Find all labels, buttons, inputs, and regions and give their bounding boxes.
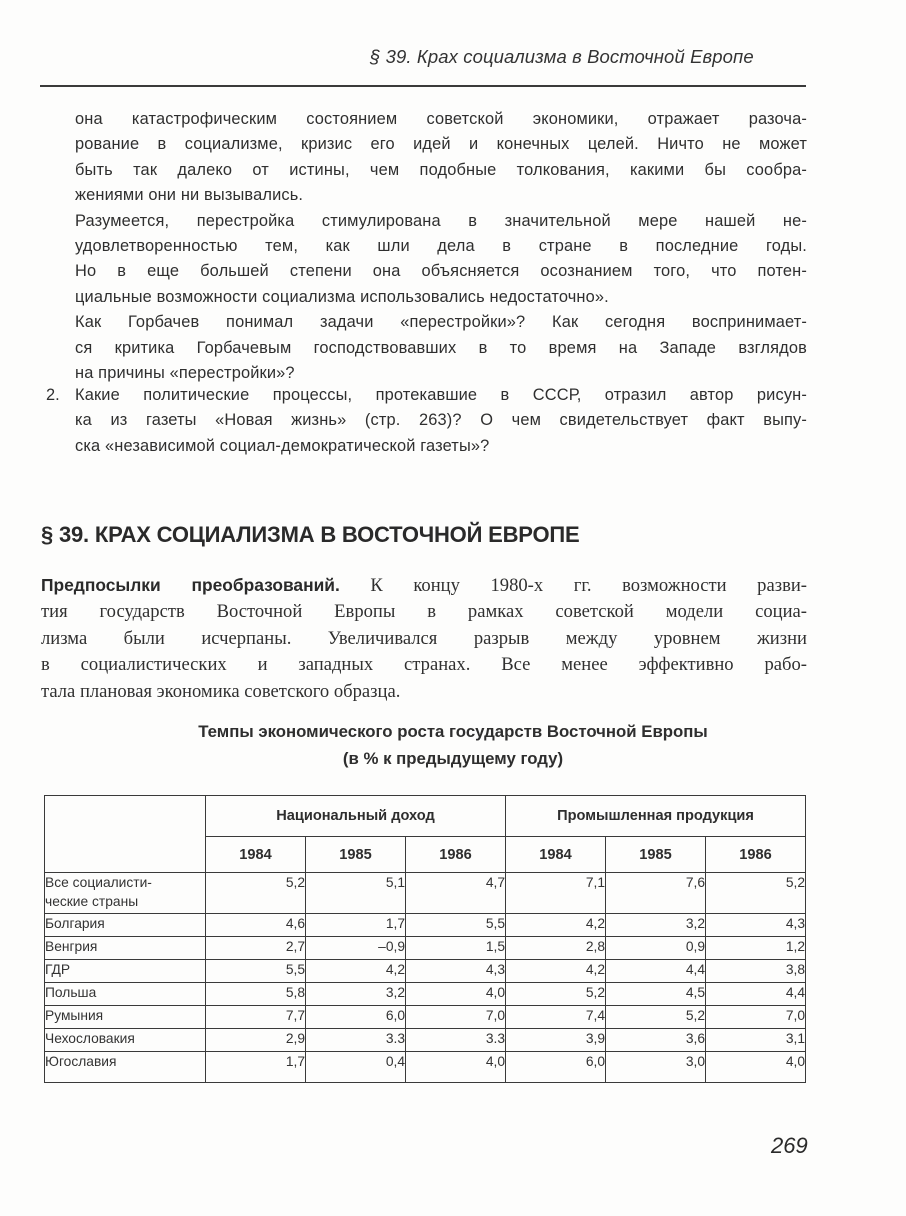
table-row (45, 1052, 806, 1083)
row-label: Румыния (45, 1006, 206, 1029)
text-line: Какие политические процессы, протекавшие в СССР, отразил автор рисун- (75, 386, 807, 404)
running-head: § 39. Крах социализма в Восточной Европе (370, 46, 754, 67)
text-line: в социалистических и западных странах. Все менее эффективно рабо- (41, 654, 807, 676)
page-number: 269 (771, 1133, 808, 1158)
question-2 (75, 383, 807, 459)
table-row (45, 914, 806, 937)
text-line: ска «независимой социал-демократической газеты»? (75, 436, 490, 455)
table-row (45, 1029, 806, 1052)
table-row (45, 1006, 806, 1029)
table-title-line: Темпы экономического роста государств Восточной Европы (198, 722, 708, 741)
text-line: Разумеется, перестройка стимулирована в значительной мере нашей не- (75, 211, 807, 230)
cell: 4,3 (406, 960, 506, 983)
table-corner-cell (45, 796, 206, 873)
paragraph-lead: Предпосылки преобразований. (41, 575, 340, 595)
row-label-line: ческие страны (45, 894, 139, 909)
quote-continuation (75, 107, 807, 386)
text-line: ся критика Горбачевым господствовавших в то время на Западе взглядов (75, 338, 807, 357)
row-label: Чехословакия (45, 1029, 206, 1052)
cell: 5,2 (606, 1006, 706, 1029)
header-industrial-output: Промышленная продукция (506, 796, 806, 837)
row-label: Болгария (45, 914, 206, 937)
cell: 3,2 (306, 983, 406, 1006)
text-line: Как Горбачев понимал задачи «перестройки»? Как сегодня воспринимает- (75, 313, 807, 332)
question-number: 2. (46, 386, 60, 404)
cell: 1,7 (206, 1052, 306, 1083)
cell: 4,6 (206, 914, 306, 937)
cell: 4,7 (406, 873, 506, 914)
cell: 6,0 (506, 1052, 606, 1083)
text-line: ка из газеты «Новая жизнь» (стр. 263)? О чем свидетельствует факт выпу- (75, 411, 807, 430)
row-label: Венгрия (45, 937, 206, 960)
cell: 7,1 (506, 873, 606, 914)
section-title: § 39. КРАХ СОЦИАЛИЗМА В ВОСТОЧНОЙ ЕВРОПЕ (41, 522, 580, 547)
cell: 2,7 (206, 937, 306, 960)
year-header: 1986 (706, 837, 806, 873)
cell: 4,2 (506, 914, 606, 937)
cell: 4,4 (606, 960, 706, 983)
text-line: быть так далеко от истины, чем подобные толкования, какими бы сообра- (75, 160, 807, 179)
cell: 6,0 (306, 1006, 406, 1029)
cell: 0,4 (306, 1052, 406, 1083)
table-title (100, 718, 806, 772)
cell: 3,8 (706, 960, 806, 983)
cell: 3.3 (306, 1029, 406, 1052)
cell: 2,8 (506, 937, 606, 960)
row-label: Польша (45, 983, 206, 1006)
cell: 5,2 (706, 873, 806, 914)
cell: 1,2 (706, 937, 806, 960)
cell: 7,6 (606, 873, 706, 914)
cell: 5,5 (406, 914, 506, 937)
cell: 4,2 (306, 960, 406, 983)
cell: 5,8 (206, 983, 306, 1006)
text-line: рование в социализме, кризис его идей и конечных целей. Ничто не может (75, 135, 807, 154)
year-header: 1986 (406, 837, 506, 873)
cell: –0,9 (306, 937, 406, 960)
table-row (45, 983, 806, 1006)
table-row (45, 873, 806, 914)
cell: 5,5 (206, 960, 306, 983)
cell: 3,0 (606, 1052, 706, 1083)
text-fragment: К концу 1980-х гг. возможности разви- (339, 575, 807, 596)
text-line: на причины «перестройки»? (75, 364, 295, 383)
cell: 4,5 (606, 983, 706, 1006)
cell: 4,0 (706, 1052, 806, 1083)
row-label-line: Все социалисти- (45, 875, 152, 890)
table-row (45, 937, 806, 960)
cell: 4,3 (706, 914, 806, 937)
cell: 4,4 (706, 983, 806, 1006)
cell: 1,7 (306, 914, 406, 937)
text-line: Но в еще большей степени она объясняется осознанием того, что потен- (75, 262, 807, 281)
cell: 7,4 (506, 1006, 606, 1029)
text-line: тала плановая экономика советского образца. (41, 680, 401, 702)
cell: 0,9 (606, 937, 706, 960)
growth-table (44, 795, 806, 1083)
cell: 4,0 (406, 983, 506, 1006)
cell: 7,0 (706, 1006, 806, 1029)
row-label: Югославия (45, 1052, 206, 1083)
text-line: удовлетворенностью тем, как шли дела в стране в последние годы. (75, 237, 807, 256)
year-header: 1984 (206, 837, 306, 873)
cell: 5,2 (206, 873, 306, 914)
text-line: лизма были исчерпаны. Увеличивался разрыв между уровнем жизни (41, 627, 807, 649)
cell: 3,6 (606, 1029, 706, 1052)
cell: 3,1 (706, 1029, 806, 1052)
cell: 5,2 (506, 983, 606, 1006)
table-title-subtitle: (в % к предыдущему году) (342, 749, 564, 768)
intro-paragraph (41, 572, 807, 705)
cell: 2,9 (206, 1029, 306, 1052)
cell: 7,0 (406, 1006, 506, 1029)
table-row (45, 960, 806, 983)
cell: 3.3 (406, 1029, 506, 1052)
text-line (41, 572, 807, 599)
table-header-group-row (45, 796, 806, 837)
cell: 3,9 (506, 1029, 606, 1052)
text-line: циальные возможности социализма использовались недостаточно». (75, 287, 609, 306)
year-header: 1985 (306, 837, 406, 873)
cell: 3,2 (606, 914, 706, 937)
row-label (45, 873, 206, 914)
header-national-income: Национальный доход (206, 796, 506, 837)
cell: 4,0 (406, 1052, 506, 1083)
year-header: 1984 (506, 837, 606, 873)
header-rule (40, 85, 806, 87)
year-header: 1985 (606, 837, 706, 873)
cell: 5,1 (306, 873, 406, 914)
text-line: она катастрофическим состоянием советской экономики, отражает разоча- (75, 110, 807, 128)
cell: 7,7 (206, 1006, 306, 1029)
cell: 1,5 (406, 937, 506, 960)
row-label: ГДР (45, 960, 206, 983)
text-line: жениями они ни вызывались. (75, 186, 304, 205)
cell: 4,2 (506, 960, 606, 983)
text-line: тия государств Восточной Европы в рамках советской модели социа- (41, 601, 807, 623)
